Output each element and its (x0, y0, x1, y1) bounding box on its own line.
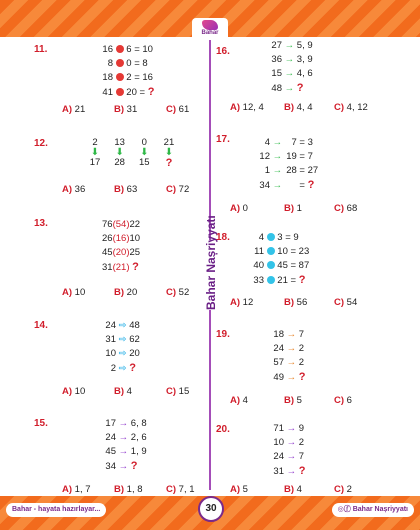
arrow-right-icon: ⇨ (118, 363, 127, 374)
arrow-right-icon: → (272, 180, 283, 191)
question-number: 20. (216, 424, 230, 435)
arrow-right-icon: → (272, 151, 283, 162)
down-arrow-icon: ⬇ (115, 147, 124, 158)
equation-line: 40 45 = 87 (253, 260, 310, 271)
down-arrow-icon: ⬇ (90, 147, 100, 158)
answer-options: A) 0 B) 1 C) 68 (230, 203, 358, 214)
question-number: 14. (34, 320, 48, 331)
question-number: 11. (34, 44, 48, 55)
question-number: 15. (34, 418, 48, 429)
arrow-right-icon: → (286, 343, 297, 354)
arrow-right-icon: → (286, 437, 297, 448)
equation-line: 24 ⇨ 48 (105, 320, 140, 331)
equation-line: 10 → 2 (273, 437, 305, 448)
answer-options: A) 1, 7 B) 1, 8 C) 7, 1 (62, 484, 195, 495)
down-arrow-icon: ⬇ (164, 147, 174, 158)
question-number: 18. (216, 232, 230, 243)
equation-line: 15 → 4, 6 (271, 68, 313, 79)
arrow-right-icon: → (118, 446, 129, 457)
answer-options: A) 10 B) 4 C) 15 (62, 386, 190, 397)
operator-dot-icon (267, 261, 275, 269)
page-number: 30 (198, 496, 224, 522)
arrow-right-icon: → (284, 68, 295, 79)
equation-line: 1 → 28 = 27 (264, 165, 319, 176)
arrow-right-icon: → (284, 83, 295, 94)
operator-dot-icon (267, 276, 275, 284)
equation-line: 16 6 = 10 (102, 44, 153, 55)
answer-options: A) 10 B) 20 C) 52 (62, 287, 190, 298)
equation-line: 49 → ? (273, 371, 306, 383)
answer-options: A) 12, 4 B) 4, 4 C) 4, 12 (230, 102, 368, 113)
question-number: 17. (216, 134, 230, 145)
arrow-right-icon: → (118, 418, 129, 429)
arrow-right-icon: → (286, 466, 297, 477)
equation-line: 36 → 3, 9 (271, 54, 313, 65)
equation-line: 41 20 = ? (102, 86, 155, 98)
equation-line: 18 → 7 (273, 329, 305, 340)
arrow-right-icon: ⇨ (118, 348, 127, 359)
equation-line: 71 → 9 (273, 423, 305, 434)
logo-icon (202, 20, 218, 30)
operator-dot-icon (267, 247, 275, 255)
equation-line: 31 → ? (273, 465, 306, 477)
equation-line: 2 ⇨ ? (110, 362, 136, 374)
equation-line: 8 0 = 8 (107, 58, 148, 69)
question-number: 13. (34, 218, 48, 229)
footer-slogan: Bahar - hayata hazırlayar... (6, 503, 106, 517)
equation-line: 57 → 2 (273, 357, 305, 368)
answer-options: A) 4 B) 5 C) 6 (230, 395, 352, 406)
operator-dot-icon (116, 88, 124, 96)
equation-line: 26(16)10 (102, 233, 141, 244)
answer-options: A) 36 B) 63 C) 72 (62, 184, 190, 195)
operator-dot-icon (116, 59, 124, 67)
operator-dot-icon (267, 233, 275, 241)
question-number: 19. (216, 329, 230, 340)
vertical-brand: Bahar Nașriyyatı (204, 215, 218, 310)
equation-line: 45(20)25 (102, 247, 141, 258)
arrow-right-icon: → (272, 165, 283, 176)
equation-line: 10 ⇨ 20 (105, 348, 140, 359)
equation-line: 34 → = ? (259, 179, 315, 191)
equation-line: 31(21) ? (102, 261, 139, 273)
answer-options: A) 5 B) 4 C) 2 (230, 484, 352, 495)
logo-text: Bahar (201, 30, 219, 36)
arrow-right-icon: → (286, 357, 297, 368)
number-grid: 2 13 0 21 ⬇ ⬇ ⬇ ⬇ 17 28 15 ? (84, 137, 184, 169)
arrow-right-icon: ⇨ (118, 334, 127, 345)
arrow-right-icon: → (286, 372, 297, 383)
arrow-right-icon: → (286, 451, 297, 462)
arrow-right-icon: → (118, 432, 129, 443)
arrow-right-icon: → (284, 40, 295, 51)
operator-dot-icon (116, 73, 124, 81)
footer-brand: ◎ⓕ Bahar Nașriyyatı (332, 503, 414, 517)
equation-line: 4 → 7 = 3 (264, 137, 313, 148)
equation-line: 24 → 2 (273, 343, 305, 354)
equation-line: 76(54)22 (102, 219, 141, 230)
arrow-right-icon: ⇨ (118, 320, 127, 331)
social-icon: ◎ⓕ (337, 506, 351, 513)
equation-line: 34 → ? (105, 460, 138, 472)
arrow-right-icon: → (272, 137, 283, 148)
equation-line: 33 21 = ? (253, 274, 306, 286)
equation-line: 4 3 = 9 (258, 232, 299, 243)
equation-line: 31 ⇨ 62 (105, 334, 140, 345)
down-arrow-icon: ⬇ (140, 147, 149, 158)
arrow-right-icon: → (118, 461, 129, 472)
equation-line: 45 → 1, 9 (105, 446, 147, 457)
equation-line: 24 → 7 (273, 451, 305, 462)
equation-line: 24 → 2, 6 (105, 432, 147, 443)
arrow-right-icon: → (284, 54, 295, 65)
equation-line: 12 → 19 = 7 (259, 151, 313, 162)
answer-options: A) 12 B) 56 C) 54 (230, 297, 358, 308)
equation-line: 27 → 5, 9 (271, 40, 313, 51)
answer-options: A) 21 B) 31 C) 61 (62, 104, 190, 115)
equation-line: 48 → ? (271, 82, 304, 94)
equation-line: 18 2 = 16 (102, 72, 153, 83)
equation-line: 11 10 = 23 (254, 246, 310, 257)
operator-dot-icon (116, 45, 124, 53)
question-number: 12. (34, 138, 48, 149)
question-number: 16. (216, 46, 230, 57)
equation-line: 17 → 6, 8 (105, 418, 147, 429)
arrow-right-icon: → (286, 423, 297, 434)
arrow-right-icon: → (286, 329, 297, 340)
